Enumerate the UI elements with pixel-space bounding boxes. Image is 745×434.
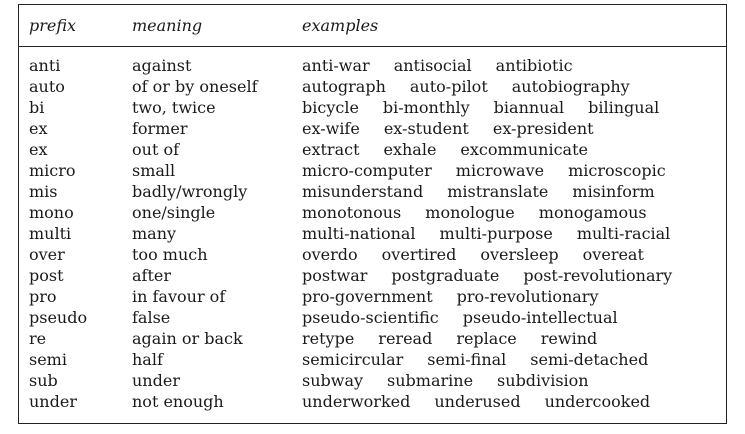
example-word: submarine [387, 371, 474, 390]
examples-cell [302, 139, 588, 160]
example-word: oversleep [480, 245, 559, 264]
example-word: reread [378, 329, 433, 348]
examples-cell [302, 286, 599, 307]
table-header [19, 5, 726, 47]
example-word: anti-war [302, 56, 370, 75]
table-row [19, 181, 726, 202]
prefix-cell: auto [29, 77, 65, 96]
example-word: micro-computer [302, 161, 432, 180]
prefix-cell: mono [29, 203, 74, 222]
examples-cell [302, 265, 672, 286]
table-body [19, 55, 726, 412]
prefix-cell: bi [29, 98, 45, 117]
meaning-cell: too much [132, 245, 208, 264]
example-word: monologue [425, 203, 515, 222]
examples-cell [302, 328, 597, 349]
prefix-cell: sub [29, 371, 58, 390]
example-word: pseudo-scientific [302, 308, 439, 327]
example-word: postwar [302, 266, 368, 285]
example-word: biannual [493, 98, 565, 117]
example-word: autograph [302, 77, 386, 96]
header-examples: examples [302, 16, 379, 35]
table-row [19, 307, 726, 328]
table-row [19, 370, 726, 391]
table-row [19, 139, 726, 160]
prefix-cell: ex [29, 140, 48, 159]
example-word: post-revolutionary [523, 266, 673, 285]
examples-cell [302, 55, 573, 76]
examples-cell [302, 202, 647, 223]
example-word: undercooked [544, 392, 651, 411]
prefix-cell: over [29, 245, 65, 264]
prefix-cell: micro [29, 161, 76, 180]
meaning-cell: in favour of [132, 287, 226, 306]
header-meaning: meaning [132, 16, 203, 35]
example-word: bilingual [588, 98, 660, 117]
meaning-cell: after [132, 266, 172, 285]
example-word: multi-national [302, 224, 416, 243]
examples-cell [302, 181, 655, 202]
header-prefix: prefix [29, 16, 77, 35]
example-word: monogamous [538, 203, 647, 222]
example-word: multi-racial [576, 224, 671, 243]
prefix-cell: pseudo [29, 308, 88, 327]
example-word: exhale [383, 140, 437, 159]
table-row [19, 265, 726, 286]
meaning-cell: again or back [132, 329, 243, 348]
table-row [19, 244, 726, 265]
meaning-cell: many [132, 224, 177, 243]
example-word: pseudo-intellectual [462, 308, 618, 327]
prefix-cell: pro [29, 287, 57, 306]
table-row [19, 391, 726, 412]
meaning-cell: of or by oneself [132, 77, 258, 96]
example-word: monotonous [302, 203, 402, 222]
example-word: misinform [572, 182, 655, 201]
prefix-cell: semi [29, 350, 67, 369]
examples-cell [302, 76, 630, 97]
examples-cell [302, 391, 650, 412]
prefix-cell: re [29, 329, 47, 348]
examples-cell [302, 370, 589, 391]
meaning-cell: false [132, 308, 171, 327]
table-row [19, 202, 726, 223]
meaning-cell: not enough [132, 392, 224, 411]
example-word: overdo [302, 245, 358, 264]
meaning-cell: badly/wrongly [132, 182, 248, 201]
example-word: subdivision [497, 371, 589, 390]
table-row [19, 286, 726, 307]
prefix-table [18, 4, 727, 424]
table-row [19, 76, 726, 97]
table-row [19, 349, 726, 370]
example-word: retype [302, 329, 355, 348]
examples-cell [302, 97, 659, 118]
example-word: overtired [381, 245, 457, 264]
prefix-cell: under [29, 392, 77, 411]
example-word: bicycle [302, 98, 359, 117]
meaning-cell: out of [132, 140, 180, 159]
meaning-cell: small [132, 161, 176, 180]
example-word: bi-monthly [382, 98, 470, 117]
example-word: rewind [540, 329, 598, 348]
example-word: semi-final [427, 350, 507, 369]
example-word: excommunicate [460, 140, 588, 159]
meaning-cell: two, twice [132, 98, 216, 117]
example-word: auto-pilot [409, 77, 488, 96]
example-word: microwave [455, 161, 545, 180]
example-word: pro-revolutionary [456, 287, 599, 306]
example-word: antibiotic [495, 56, 573, 75]
examples-cell [302, 244, 644, 265]
examples-cell [302, 160, 666, 181]
prefix-cell: ex [29, 119, 48, 138]
table-row [19, 118, 726, 139]
table-row [19, 223, 726, 244]
example-word: pro-government [302, 287, 433, 306]
example-word: misunderstand [302, 182, 424, 201]
examples-cell [302, 223, 670, 244]
example-word: overeat [582, 245, 644, 264]
example-word: ex-student [383, 119, 469, 138]
example-word: microscopic [568, 161, 666, 180]
table-row [19, 160, 726, 181]
examples-cell [302, 307, 618, 328]
meaning-cell: one/single [132, 203, 216, 222]
table-row [19, 328, 726, 349]
examples-cell [302, 349, 648, 370]
table-row [19, 97, 726, 118]
example-word: ex-president [492, 119, 594, 138]
prefix-cell: multi [29, 224, 72, 243]
meaning-cell: half [132, 350, 163, 369]
example-word: mistranslate [447, 182, 549, 201]
prefix-cell: mis [29, 182, 58, 201]
example-word: extract [302, 140, 360, 159]
example-word: multi-purpose [439, 224, 553, 243]
example-word: postgraduate [391, 266, 500, 285]
example-word: underused [434, 392, 521, 411]
example-word: autobiography [511, 77, 630, 96]
meaning-cell: against [132, 56, 192, 75]
example-word: ex-wife [302, 119, 360, 138]
example-word: subway [302, 371, 364, 390]
table-row [19, 55, 726, 76]
example-word: semicircular [302, 350, 404, 369]
prefix-cell: anti [29, 56, 61, 75]
example-word: antisocial [393, 56, 472, 75]
meaning-cell: former [132, 119, 188, 138]
example-word: underworked [302, 392, 411, 411]
prefix-cell: post [29, 266, 64, 285]
example-word: replace [456, 329, 517, 348]
example-word: semi-detached [530, 350, 649, 369]
meaning-cell: under [132, 371, 180, 390]
examples-cell [302, 118, 594, 139]
